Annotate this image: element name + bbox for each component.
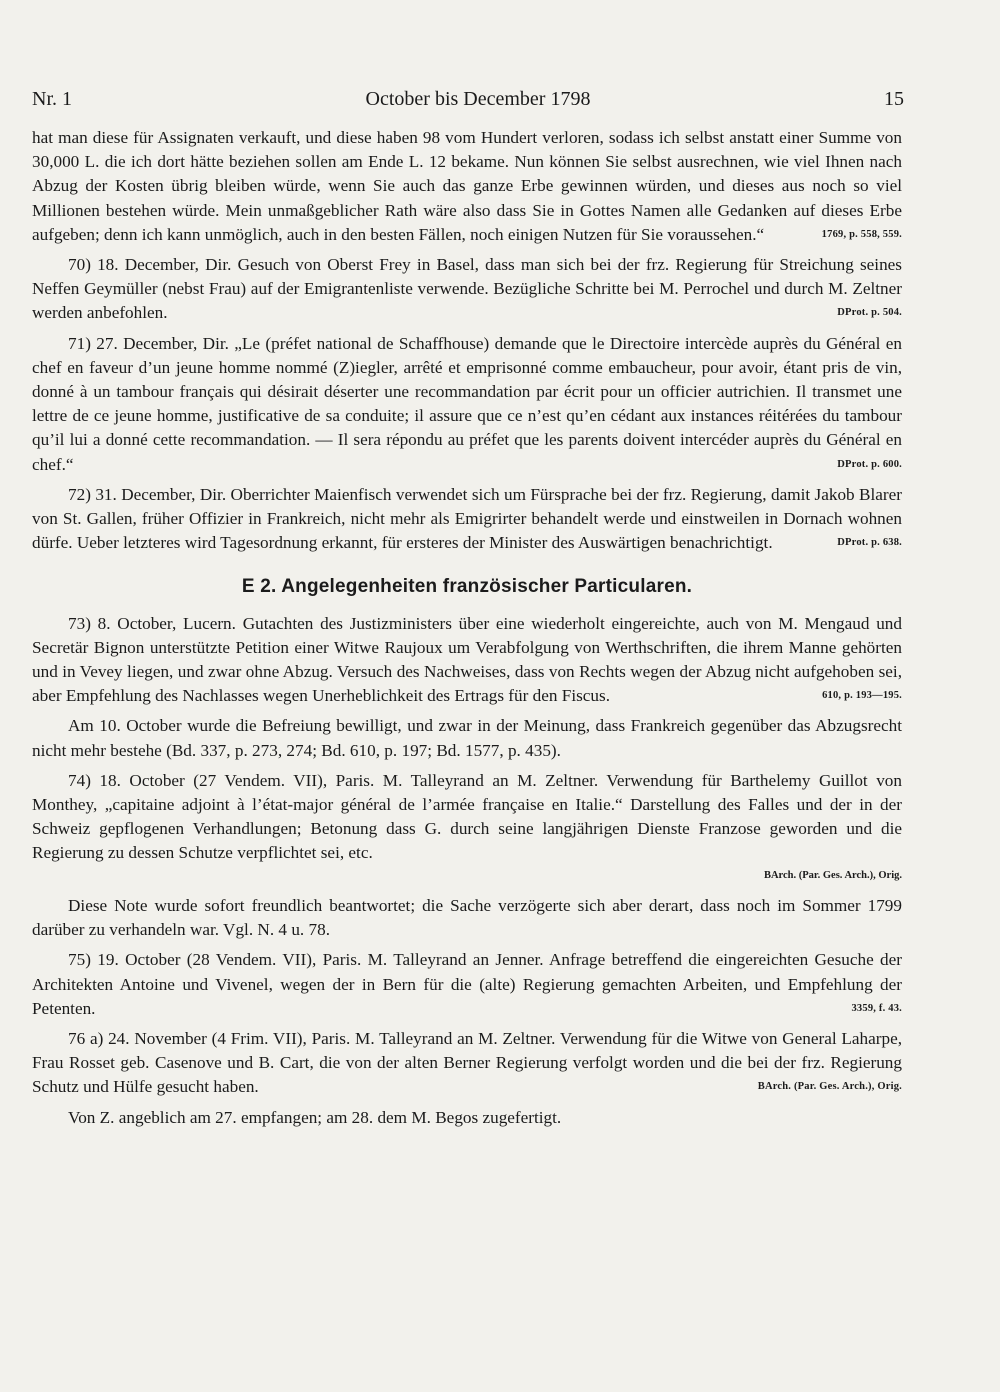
entry-text: 71) 27. December, Dir. „Le (préfet national de Schaffhouse) demande que le Directoire intercède auprès du Général en chef en faveur d’un jeune homme nommé (Z)iegler, arrêté et emprisonné comme embaucheur, pour avoir, étant pris de vin, donné à un tambour français qui désirait déserter une recommandation par écrit pour un officier autrichien. Il transmet une lettre de ce jeune homme, justificative de sa conduite; il assure que ce n’est qu’en cédant aux instances réitérées du tambour qu’il lui a donné cette recommandation. — Il sera répondu au préfet que les parents doivent intercéder auprès du Général en chef.“ <box>32 333 902 474</box>
header-title: October bis December 1798 <box>365 88 591 110</box>
entry-text: 74) 18. October (27 Vendem. VII), Paris. M. Talleyrand an M. Zeltner. Verwendung für Barthelemy Guillot von Monthey, „capitaine adjoint à l’état-major général de l’armée française en Italie.“ Darstellung des Falles und der in der Schweiz gepflogenen Verhandlungen; Betonung dass G. durch seine langjährigen Dienste Franzose geworden und die Regierung zu dessen Schutze verpflichtet sei, etc. <box>32 770 902 863</box>
note-text: Von Z. angeblich am 27. empfangen; am 28. dem M. Begos zugefertigt. <box>68 1107 562 1127</box>
entry-text: 72) 31. December, Dir. Oberrichter Maienfisch verwendet sich um Fürsprache bei der frz. Regierung, damit Jakob Blarer von St. Gallen, früher Offizier in Frankreich, nicht mehr als Emigrirter behandelt werde und einstweilen in Dornach wohnen dürfe. Ueber letzteres wird Tagesordnung erkannt, für ersteres der Minister des Auswärtigen benachrichtigt. <box>32 484 902 553</box>
note-text: Diese Note wurde sofort freundlich beantwortet; die Sache verzögerte sich aber derart, dass noch im Sommer 1799 darüber zu verhandeln war. Vgl. N. 4 u. 78. <box>32 895 902 940</box>
paragraph-text: hat man diese für Assignaten verkauft, und diese haben 98 vom Hundert verloren, sodass ich selbst anstatt einer Summe von 30,000 L. die ich dort hätte beziehen sollen am Ende L. 12 bekame. Nun können Sie selbst ausrechnen, wie viel Ihnen nach Abzug der Kosten übrig bleiben würde, wenn Sie auch das ganze Erbe gewinnen würden, und dieses aus noch so viel Millionen bestehen würde. Mein unmaßgeblicher Rath wäre also dass Sie in Gottes Namen alle Gedanken auf dieses Erbe aufgeben; denn ich kann unmöglich, auch in den besten Fällen, noch einigen Nutzen für Sie voraussehen.“ <box>32 128 902 244</box>
source-reference: BArch. (Par. Ges. Arch.), Orig. <box>757 1081 902 1093</box>
paragraph-continued <box>32 126 902 247</box>
source-reference: 610, p. 193—195. <box>822 690 902 702</box>
entry-text: 76 a) 24. November (4 Frim. VII), Paris. M. Talleyrand an M. Zeltner. Verwendung für die Witwe von General Laharpe, Frau Rosset geb. Casenove und B. Cart, die von der alten Berner Regierung verfolgt worden und die bei der frz. Regierung Schutz und Hülfe gesucht haben. <box>32 1028 902 1097</box>
note-text: Am 10. October wurde die Befreiung bewilligt, und zwar in der Meinung, dass Frankreich gegenüber das Abzugsrecht nicht mehr bestehe (Bd. 337, p. 273, 274; Bd. 610, p. 197; Bd. 1577, p. 435). <box>32 716 902 760</box>
source-reference: BArch. (Par. Ges. Arch.), Orig. <box>763 869 902 881</box>
entry-74-note <box>32 894 902 942</box>
page-number: 15 <box>883 88 904 110</box>
entry-70 <box>32 253 902 326</box>
entry-73-note <box>32 714 902 762</box>
page-body <box>32 126 902 1136</box>
source-reference: DProt. p. 600. <box>837 458 902 470</box>
entry-76a-note <box>32 1106 902 1130</box>
header-number: Nr. 1 <box>32 88 72 110</box>
source-reference: 1769, p. 558, 559. <box>821 228 902 240</box>
entry-74 <box>32 769 902 888</box>
entry-75 <box>32 948 902 1021</box>
entry-73 <box>32 612 902 709</box>
entry-text: 73) 8. October, Lucern. Gutachten des Justizministers über eine wiederholt eingereichte, auch von M. Mengaud und Secretär Bignon unterstützte Petition einer Witwe Raujoux um Verabfolgung von Werthschriften, die ihrem Manne gehörten und in Vevey liegen, und zwar ohne Abzug. Versuch des Nachweises, dass von Rechts wegen der Abzug nicht aufgehoben sei, aber Empfehlung des Nachlasses wegen Unerheblichkeit des Ertrags für den Fiscus. <box>32 613 902 706</box>
page-header <box>32 88 904 111</box>
entry-text: 75) 19. October (28 Vendem. VII), Paris. M. Talleyrand an Jenner. Anfrage betreffend die eingereichten Gesuche der Architekten Antoine und Vivenel, wegen der in Bern für die (alte) Regierung gemachten Arbeiten, und Empfehlung der Petenten. <box>32 950 902 1018</box>
entry-72 <box>32 483 902 556</box>
source-reference: 3359, f. 43. <box>851 1002 902 1014</box>
entry-71 <box>32 332 902 477</box>
source-reference: DProt. p. 638. <box>837 537 902 549</box>
section-heading: E 2. Angelegenheiten französischer Particularen. <box>241 576 693 598</box>
entry-76a <box>32 1027 902 1100</box>
entry-text: 70) 18. December, Dir. Gesuch von Oberst Frey in Basel, dass man sich bei der frz. Regierung für Streichung seines Neffen Geymüller (nebst Frau) auf der Emigrantenliste verwende. Bezügliche Schritte bei M. Perrochel und durch M. Zeltner werden anbefohlen. <box>32 255 902 323</box>
source-reference: DProt. p. 504. <box>837 307 902 319</box>
